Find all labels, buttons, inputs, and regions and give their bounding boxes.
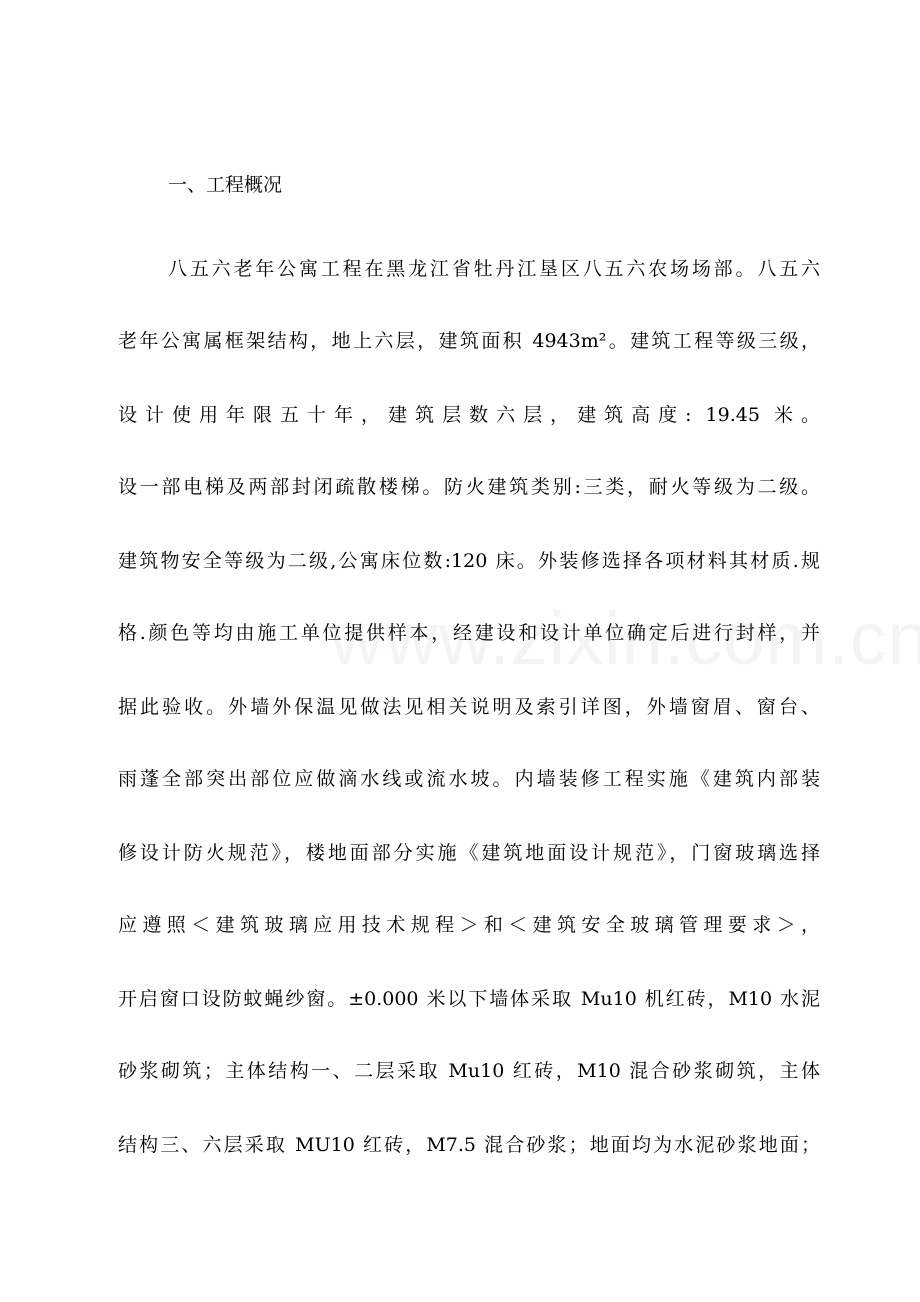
section-heading: 一、工程概况 [168,174,283,196]
paragraph-line: 应遵照＜建筑玻璃应用技术规程＞和＜建筑安全玻璃管理要求＞， [118,914,820,936]
paragraph-line: 据此验收。外墙外保温见做法见相关说明及索引详图，外墙窗眉、窗台、 [118,696,820,718]
paragraph-line: 雨蓬全部突出部位应做滴水线或流水坡。内墙装修工程实施《建筑内部装 [118,768,820,790]
paragraph-line: 建筑物安全等级为二级,公寓床位数:120 床。外装修选择各项材料其材质.规 [118,550,820,572]
paragraph-line: 格.颜色等均由施工单位提供样本，经建设和设计单位确定后进行封样，并 [118,622,820,644]
paragraph-line: 设计使用年限五十年，建筑层数六层，建筑高度: 19.45 米。 [118,404,820,426]
paragraph-line: 设一部电梯及两部封闭疏散楼梯。防火建筑类别:三类，耐火等级为二级。 [118,476,820,498]
paragraph-line: 砂浆砌筑；主体结构一、二层采取 Mu10 红砖，M10 混合砂浆砌筑，主体 [118,1060,820,1082]
paragraph-line: 开启窗口设防蚊蝇纱窗。±0.000 米以下墙体采取 Mu10 机红砖，M10 水泥 [118,988,820,1010]
paragraph-line: 修设计防火规范》，楼地面部分实施《建筑地面设计规范》，门窗玻璃选择 [118,842,820,864]
paragraph-line: 老年公寓属框架结构，地上六层，建筑面积 4943m²。建筑工程等级三级， [118,330,820,352]
paragraph-line: 八五六老年公寓工程在黑龙江省牡丹江垦区八五六农场场部。八五六 [168,258,820,280]
paragraph-line: 结构三、六层采取 MU10 红砖，M7.5 混合砂浆；地面均为水泥砂浆地面； [118,1134,820,1156]
